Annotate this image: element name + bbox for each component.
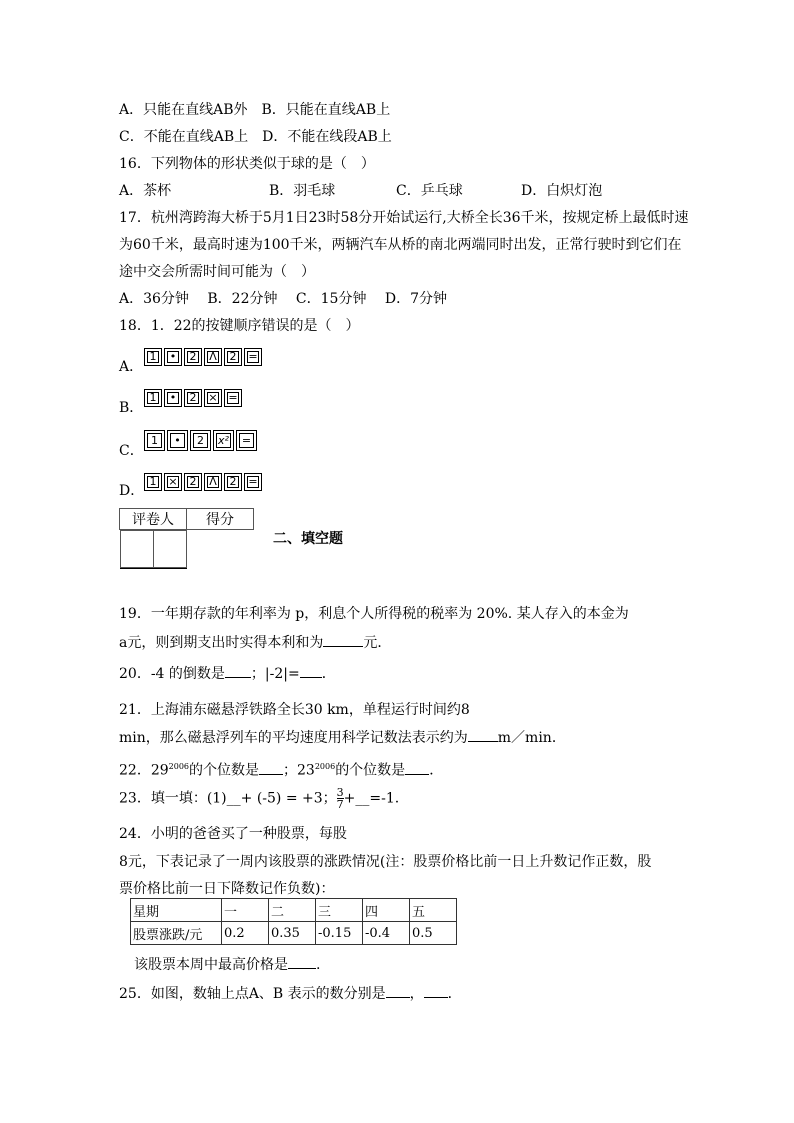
key-1: 1 — [144, 430, 165, 451]
q15-options-ab: A．只能在直线AB外 B．只能在直线AB上 — [119, 102, 391, 118]
q19-text: a元，则到期支出时实得本利和为 — [119, 635, 324, 651]
answer-blank — [225, 677, 251, 678]
q16-stem: 16．下列物体的形状类似于球的是（ ） — [119, 156, 375, 172]
answer-blank — [323, 646, 363, 647]
grading-score-cell — [153, 531, 186, 568]
key-2: 2 — [184, 389, 202, 407]
answer-blank — [405, 774, 429, 775]
key-square: x² — [213, 430, 234, 451]
q24-line2: 8元，下表记录了一周内该股票的涨跌情况(注：股票价格比前一日上升数记作正数，股 — [119, 854, 652, 870]
fraction-numerator: 3 — [336, 786, 344, 799]
key-dot: • — [164, 389, 182, 407]
answer-blank — [386, 997, 410, 998]
q18-d-keys — [144, 473, 264, 491]
key-2: 2 — [190, 430, 211, 451]
q25-text-a: 25．如图，数轴上点A、B 表示的数分别是 — [119, 986, 386, 1002]
key-multiply: × — [164, 473, 182, 491]
q22-text-c: ；23 — [283, 762, 315, 779]
q15-options-cd: C．不能在直线AB上 D．不能在线段AB上 — [119, 129, 392, 145]
q24-line3: 票价格比前一日下降数记作负数)： — [119, 881, 335, 897]
q16-option-a: A．茶杯 — [119, 183, 172, 199]
table-cell: 一 — [222, 899, 269, 922]
key-equals: = — [224, 389, 242, 407]
key-2: 2 — [184, 348, 202, 366]
q21-line1: 21．上海浦东磁悬浮铁路全长30 km，单程运行时间约8 — [119, 702, 470, 718]
key-dot: • — [167, 430, 188, 451]
key-multiply: × — [204, 389, 222, 407]
answer-blank — [259, 774, 283, 775]
grading-reviewer-cell — [120, 531, 153, 568]
table-row — [131, 922, 457, 945]
table-cell: -0.15 — [316, 922, 363, 945]
q23-text-b: +__=-1. — [343, 790, 400, 807]
q19-line2 — [119, 633, 391, 653]
key-1: 1 — [144, 348, 162, 366]
key-power: Λ — [204, 348, 222, 366]
q17-options: A．36分钟 B．22分钟 C．15分钟 D．7分钟 — [119, 291, 448, 307]
key-2: 2 — [224, 348, 242, 366]
q22-text-b: 的个位数是 — [189, 762, 259, 779]
q18-a-letter: A． — [119, 359, 144, 375]
table-row — [131, 899, 457, 922]
q25-text-c: ． — [447, 986, 462, 1002]
table-cell: 0.35 — [269, 922, 316, 945]
q20-text-a: 20．-4 的倒数是 — [119, 666, 225, 682]
table-cell: 0.5 — [410, 922, 457, 945]
q22-text-d: 的个位数是 — [335, 762, 406, 779]
key-equals: = — [244, 473, 262, 491]
q22-text-a: 22．29 — [119, 762, 169, 779]
table-cell: -0.4 — [363, 922, 410, 945]
answer-blank — [300, 677, 322, 678]
q25-text-b: ， — [409, 986, 424, 1002]
q17-line3: 途中交会所需时间可能为（ ） — [119, 264, 315, 280]
q21-line2 — [119, 728, 566, 748]
q16-option-d: D．白炽灯泡 — [521, 183, 603, 199]
table-cell: 星期 — [131, 899, 222, 922]
table-cell: 五 — [410, 899, 457, 922]
table-cell: 0.2 — [222, 922, 269, 945]
grading-table — [119, 508, 254, 569]
q16-option-c: C．乒乓球 — [396, 183, 463, 199]
grading-reviewer-header: 评卷人 — [120, 509, 187, 530]
q17-line2: 为60千米，最高时速为100千米，两辆汽车从桥的南北两端同时出发，正常行驶时到它们在 — [119, 237, 682, 253]
q24-after: 该股票本周中最高价格是 . — [134, 957, 321, 973]
q18-stem: 18．1．22的按键顺序错误的是（ ） — [119, 318, 360, 334]
q20 — [119, 664, 336, 684]
key-power: Λ — [204, 473, 222, 491]
q22-text-e: ． — [429, 762, 444, 779]
q17-line1: 17．杭州湾跨海大桥于5月1日23时58分开始试运行,大桥全长36千米，按规定桥上最低时速 — [119, 210, 689, 226]
table-cell: 三 — [316, 899, 363, 922]
q24-after-text: 该股票本周中最高价格是 — [134, 957, 288, 973]
q20-text-c: ． — [321, 666, 336, 682]
stock-table — [130, 898, 457, 945]
key-2: 2 — [184, 473, 202, 491]
q19-unit: 元． — [363, 635, 392, 651]
q21-unit: m／min． — [497, 730, 566, 746]
table-cell: 二 — [269, 899, 316, 922]
q16-option-b: B．羽毛球 — [269, 183, 336, 199]
q18-a-keys — [144, 348, 264, 366]
table-cell: 股票涨跌/元 — [131, 922, 222, 945]
answer-blank — [424, 997, 448, 998]
key-equals: = — [244, 348, 262, 366]
key-1: 1 — [144, 389, 162, 407]
q23-text-a: 23．填一填：(1)__+ (-5) = +3； — [119, 790, 337, 807]
key-dot: • — [164, 348, 182, 366]
q20-text-b: ；|-2|= — [250, 666, 300, 682]
q18-b-letter: B． — [119, 400, 144, 416]
key-equals: = — [236, 430, 257, 451]
q22-exponent-1: 2006 — [168, 762, 189, 771]
table-cell: 四 — [363, 899, 410, 922]
q19-line1: 19．一年期存款的年利率为 p，利息个人所得税的税率为 20%. 某人存入的本金为 — [119, 606, 629, 622]
q22-exponent-2: 2006 — [314, 762, 336, 771]
q23 — [119, 787, 399, 810]
key-1: 1 — [144, 473, 162, 491]
key-2: 2 — [224, 473, 242, 491]
q22 — [119, 757, 443, 781]
grading-score-header: 得分 — [187, 509, 254, 530]
q24-line1: 24．小明的爸爸买了一种股票，每股 — [119, 826, 347, 842]
q25 — [119, 984, 462, 1004]
q23-fraction — [337, 787, 344, 810]
section-title-fill-in: 二、填空题 — [273, 531, 343, 547]
answer-blank — [288, 968, 316, 969]
q18-c-letter: C． — [119, 443, 144, 459]
q18-d-letter: D． — [119, 483, 145, 499]
q18-b-keys — [144, 389, 244, 407]
q18-c-keys — [144, 430, 259, 451]
answer-blank — [468, 741, 498, 742]
q21-text: min，那么磁悬浮列车的平均速度用科学记数法表示约为 — [119, 730, 468, 746]
fraction-denominator: 7 — [336, 798, 344, 811]
